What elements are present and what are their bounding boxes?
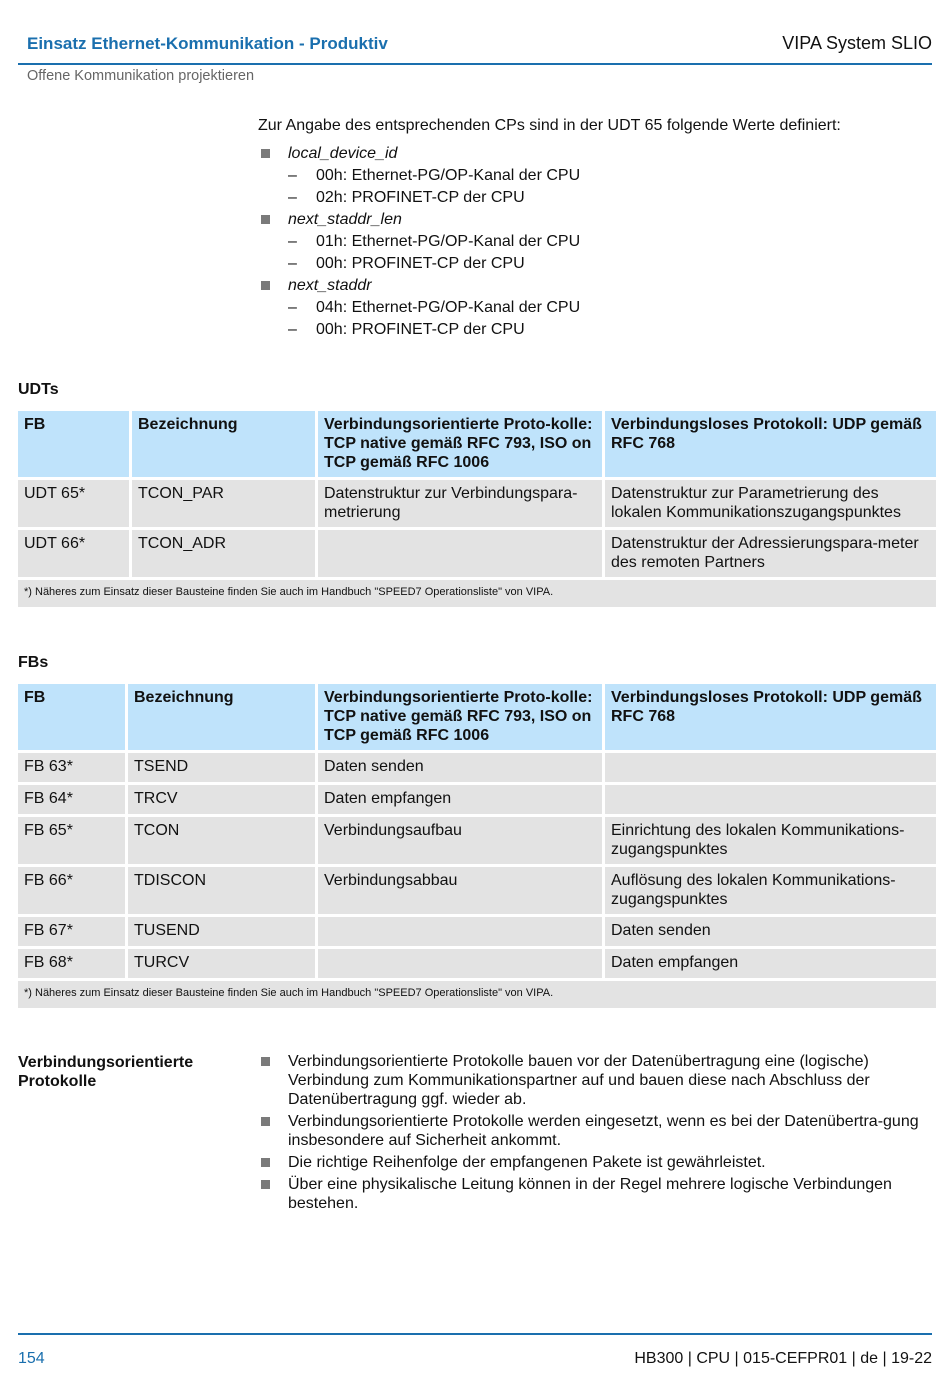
parameter-value: 00h: PROFINET-CP der CPU — [316, 255, 525, 272]
udts-table — [15, 408, 939, 610]
list-item — [258, 209, 938, 275]
table-cell: Daten empfangen — [605, 949, 936, 978]
table-cell: FB 65* — [18, 817, 125, 864]
protocols-heading: Verbindungsorientierte Protokolle — [18, 1054, 194, 1090]
table-row — [18, 753, 936, 782]
bullet-text: Verbindungsorientierte Protokolle werden eingesetzt, wenn es bei der Datenübertra-gung insbesondere auf Sicherheit ankommt. — [288, 1113, 919, 1149]
table-cell — [605, 785, 936, 814]
table-cell: Daten senden — [605, 917, 936, 946]
document-reference: HB300 | CPU | 015-CEFPR01 | de | 19-22 — [634, 1350, 932, 1367]
fbs-table — [15, 681, 939, 1011]
table-cell: FB 64* — [18, 785, 125, 814]
bullet-text: Verbindungsorientierte Protokolle bauen vor der Datenübertragung eine (logische) Verbindung zum Kommunikationspartner auf und bauen diese nach Abschluss der Datenübertragung ggf. wieder ab. — [288, 1053, 870, 1108]
table-cell — [318, 917, 602, 946]
list-item — [258, 1175, 936, 1213]
column-header: Bezeichnung — [128, 684, 315, 750]
table-cell: TRCV — [128, 785, 315, 814]
header-divider — [18, 63, 932, 65]
table-cell: Auflösung des lokalen Kommunikations-zugangspunktes — [605, 867, 936, 914]
table-cell: TUSEND — [128, 917, 315, 946]
parameter-name: local_device_id — [288, 145, 398, 162]
product-name: VIPA System SLIO — [782, 33, 932, 53]
list-item — [258, 1153, 936, 1172]
table-cell: UDT 65* — [18, 480, 129, 527]
column-header: FB — [18, 684, 125, 750]
table-header-row — [18, 684, 936, 750]
square-bullet-icon — [261, 1158, 270, 1167]
list-item — [258, 143, 938, 209]
parameter-name: next_staddr — [288, 277, 372, 294]
table-footnote: *) Näheres zum Einsatz dieser Bausteine finden Sie auch im Handbuch "SPEED7 Operationsliste" von VIPA. — [18, 580, 936, 607]
list-item — [258, 1112, 936, 1150]
list-item: – 04h: Ethernet-PG/OP-Kanal der CPU — [288, 299, 581, 316]
square-bullet-icon — [261, 1057, 270, 1066]
column-header: Verbindungsorientierte Proto-kolle: TCP native gemäß RFC 793, ISO on TCP gemäß RFC 1006 — [318, 684, 602, 750]
table-footnote-row — [18, 580, 936, 607]
table-cell: Verbindungsaufbau — [318, 817, 602, 864]
table-cell: Datenstruktur zur Parametrierung des lokalen Kommunikationszugangspunktes — [605, 480, 936, 527]
parameter-value: 01h: Ethernet-PG/OP-Kanal der CPU — [316, 233, 581, 250]
table-row — [18, 530, 936, 577]
list-item: – 02h: PROFINET-CP der CPU — [288, 189, 525, 206]
list-item: – 00h: Ethernet-PG/OP-Kanal der CPU — [288, 167, 581, 184]
table-cell: FB 67* — [18, 917, 125, 946]
table-header-row — [18, 411, 936, 477]
fbs-heading: FBs — [18, 654, 49, 671]
table-footnote-row — [18, 981, 936, 1008]
table-row — [18, 785, 936, 814]
column-header: Verbindungsloses Protokoll: UDP gemäß RFC 768 — [605, 411, 936, 477]
parameter-value: 02h: PROFINET-CP der CPU — [316, 189, 525, 206]
table-cell: Verbindungsabbau — [318, 867, 602, 914]
table-cell: Einrichtung des lokalen Kommunikations-zugangspunktes — [605, 817, 936, 864]
column-header: FB — [18, 411, 129, 477]
column-header: Verbindungsloses Protokoll: UDP gemäß RFC 768 — [605, 684, 936, 750]
table-cell — [318, 949, 602, 978]
section-subtitle: Offene Kommunikation projektieren — [27, 68, 255, 84]
square-bullet-icon — [261, 215, 270, 224]
bullet-text: Die richtige Reihenfolge der empfangenen Pakete ist gewährleistet. — [288, 1154, 766, 1171]
parameter-name: next_staddr_len — [288, 211, 402, 228]
square-bullet-icon — [261, 1180, 270, 1189]
table-row — [18, 917, 936, 946]
column-header: Bezeichnung — [132, 411, 315, 477]
list-item — [258, 275, 938, 341]
list-item: – 00h: PROFINET-CP der CPU — [288, 255, 525, 272]
table-cell — [318, 530, 602, 577]
table-cell: TDISCON — [128, 867, 315, 914]
table-row — [18, 817, 936, 864]
table-cell: Datenstruktur zur Verbindungspara-metrierung — [318, 480, 602, 527]
square-bullet-icon — [261, 1117, 270, 1126]
table-row — [18, 867, 936, 914]
protocols-list — [258, 1052, 936, 1216]
table-cell: Daten empfangen — [318, 785, 602, 814]
list-item: – 00h: PROFINET-CP der CPU — [288, 321, 525, 338]
table-cell: FB 66* — [18, 867, 125, 914]
intro-text: Zur Angabe des entsprechenden CPs sind in der UDT 65 folgende Werte definiert: — [258, 117, 841, 134]
table-cell: TSEND — [128, 753, 315, 782]
list-item: – 01h: Ethernet-PG/OP-Kanal der CPU — [288, 233, 581, 250]
table-cell: FB 68* — [18, 949, 125, 978]
table-footnote: *) Näheres zum Einsatz dieser Bausteine finden Sie auch im Handbuch "SPEED7 Operationsliste" von VIPA. — [18, 981, 936, 1008]
table-cell: TURCV — [128, 949, 315, 978]
table-cell: FB 63* — [18, 753, 125, 782]
list-item — [258, 1052, 936, 1109]
udt-value-list — [258, 143, 938, 341]
udts-heading: UDTs — [18, 381, 59, 398]
footer-divider — [18, 1333, 932, 1335]
table-cell — [605, 753, 936, 782]
table-cell: TCON — [128, 817, 315, 864]
table-cell: UDT 66* — [18, 530, 129, 577]
square-bullet-icon — [261, 149, 270, 158]
table-cell: TCON_ADR — [132, 530, 315, 577]
parameter-value: 00h: PROFINET-CP der CPU — [316, 321, 525, 338]
bullet-text: Über eine physikalische Leitung können in der Regel mehrere logische Verbindungen bestehen. — [288, 1176, 892, 1212]
page-number: 154 — [18, 1350, 45, 1367]
square-bullet-icon — [261, 281, 270, 290]
chapter-title: Einsatz Ethernet-Kommunikation - Produktiv — [27, 34, 388, 53]
parameter-value: 04h: Ethernet-PG/OP-Kanal der CPU — [316, 299, 581, 316]
parameter-value: 00h: Ethernet-PG/OP-Kanal der CPU — [316, 167, 581, 184]
table-cell: Datenstruktur der Adressierungspara-meter des remoten Partners — [605, 530, 936, 577]
table-cell: TCON_PAR — [132, 480, 315, 527]
table-row — [18, 480, 936, 527]
table-row — [18, 949, 936, 978]
table-cell: Daten senden — [318, 753, 602, 782]
column-header: Verbindungsorientierte Proto-kolle: TCP native gemäß RFC 793, ISO on TCP gemäß RFC 1006 — [318, 411, 602, 477]
